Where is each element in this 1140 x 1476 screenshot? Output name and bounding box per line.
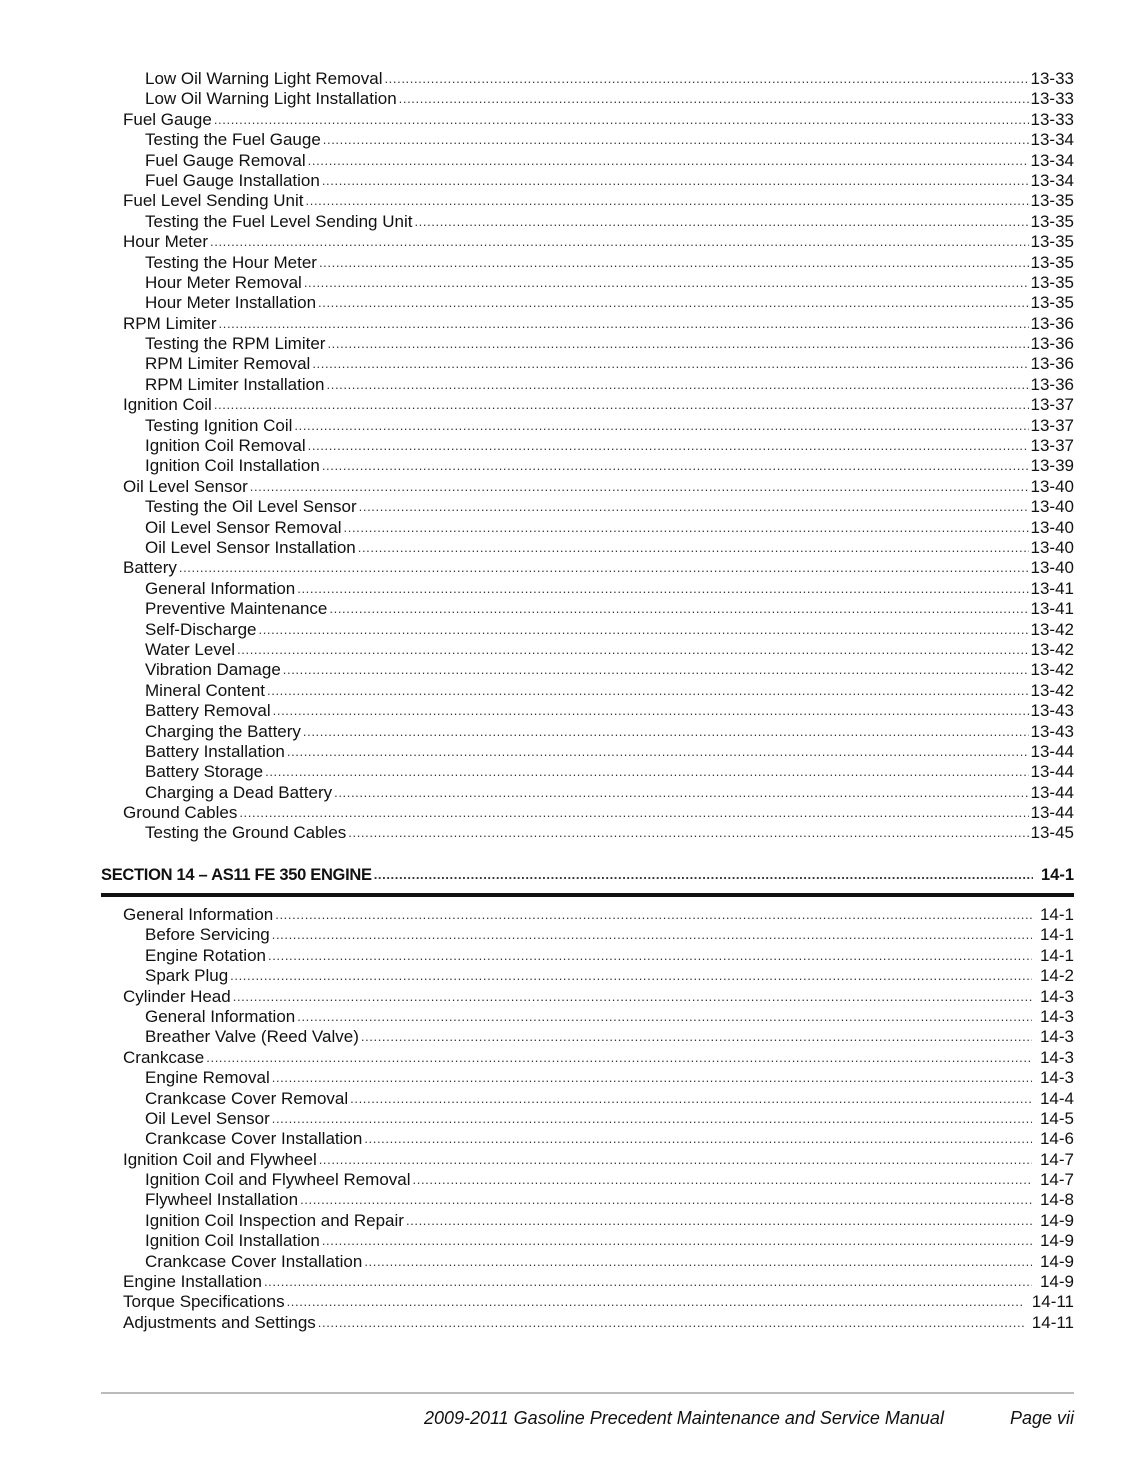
dot-leader <box>306 191 1029 211</box>
toc-entry[interactable] <box>101 599 1074 619</box>
toc-entry-page: 14-9 <box>1039 1272 1074 1292</box>
toc-entry[interactable] <box>101 314 1074 334</box>
toc-entry-label: Fuel Gauge Installation <box>145 170 320 190</box>
toc-entry-label: Mineral Content <box>145 680 266 700</box>
toc-entry[interactable] <box>101 477 1074 497</box>
dot-leader <box>303 722 1029 742</box>
toc-entry-label: Testing the Ground Cables <box>145 823 347 843</box>
toc-entry-page: 13-40 <box>1030 537 1074 557</box>
toc-entry[interactable] <box>101 660 1074 680</box>
dot-leader <box>361 1027 1032 1047</box>
toc-entry-page: 13-33 <box>1030 109 1074 129</box>
toc-entry[interactable] <box>101 171 1074 191</box>
toc-entry-label: Crankcase <box>123 1047 205 1067</box>
toc-entry-page: 14-1 <box>1039 925 1074 945</box>
toc-entry-page: 14-9 <box>1039 1210 1074 1230</box>
dot-leader <box>414 212 1028 232</box>
dot-leader <box>350 1089 1032 1109</box>
toc-entry[interactable] <box>101 946 1074 966</box>
dot-leader <box>214 110 1029 130</box>
toc-entry-page: 13-40 <box>1030 497 1074 517</box>
toc-entry[interactable] <box>101 1292 1074 1312</box>
toc-entry-page: 14-3 <box>1039 986 1074 1006</box>
toc-entry-page: 14-11 <box>1031 1292 1074 1312</box>
toc-entry-label: Self-Discharge <box>145 619 257 639</box>
footer-page-number: Page vii <box>1009 1408 1074 1428</box>
toc-entry-label: Oil Level Sensor <box>145 1108 270 1128</box>
toc-entry-page: 14-1 <box>1039 905 1074 924</box>
toc-entry-label: Battery Installation <box>145 741 285 761</box>
toc-entry[interactable] <box>101 925 1074 945</box>
toc-entry-label: Testing the Oil Level Sensor <box>145 497 357 517</box>
toc-entry[interactable] <box>101 212 1074 232</box>
toc-entry-page: 13-34 <box>1030 170 1074 190</box>
toc-entry[interactable] <box>101 273 1074 293</box>
toc-entry-label: General Information <box>145 578 296 598</box>
toc-entry-label: Ignition Coil <box>123 395 212 415</box>
toc-entry-label: Ignition Coil and Flywheel <box>123 1149 317 1169</box>
toc-entry-label: General Information <box>145 1006 296 1026</box>
dot-leader <box>250 477 1029 497</box>
toc-entry-label: Oil Level Sensor <box>123 476 248 496</box>
dot-leader <box>327 375 1029 395</box>
toc-entry-label: Charging a Dead Battery <box>145 782 333 802</box>
toc-entry-page: 14-7 <box>1039 1170 1074 1190</box>
toc-entry-page: 14-1 <box>1039 945 1074 965</box>
toc-entry-page: 13-37 <box>1030 415 1074 435</box>
section-heading-container <box>101 865 1074 885</box>
toc-entry-label: Crankcase Cover Installation <box>145 1251 363 1271</box>
toc-entry-label: Engine Rotation <box>145 945 266 965</box>
toc-entry[interactable] <box>101 1231 1074 1251</box>
dot-leader <box>318 293 1028 313</box>
dot-leader <box>272 1109 1032 1129</box>
toc-continued-list <box>101 69 1074 844</box>
toc-entry-label: Ignition Coil Installation <box>145 1231 320 1251</box>
toc-entry-page: 13-35 <box>1030 293 1074 313</box>
dot-leader <box>322 456 1029 476</box>
toc-entry-label: Flywheel Installation <box>145 1190 299 1210</box>
toc-entry-label: Engine Installation <box>123 1272 262 1292</box>
dot-leader <box>413 1170 1032 1190</box>
toc-entry-label: Hour Meter <box>123 232 209 252</box>
toc-entry[interactable] <box>101 803 1074 823</box>
toc-entry[interactable] <box>101 354 1074 374</box>
toc-entry-page: 13-35 <box>1030 211 1074 231</box>
dot-leader <box>214 395 1029 415</box>
toc-entry-page: 13-35 <box>1030 191 1074 211</box>
dot-leader <box>399 89 1029 109</box>
toc-entry[interactable] <box>101 1150 1074 1170</box>
toc-entry-page: 14-9 <box>1039 1231 1074 1251</box>
toc-entry[interactable] <box>101 1027 1074 1047</box>
toc-entry-label: Engine Removal <box>145 1068 270 1088</box>
toc-entry-label: Fuel Level Sending Unit <box>123 191 304 211</box>
toc-entry[interactable] <box>101 232 1074 252</box>
dot-leader <box>327 334 1028 354</box>
toc-entry[interactable] <box>101 151 1074 171</box>
toc-entry-page: 13-41 <box>1030 599 1074 619</box>
toc-entry[interactable] <box>101 579 1074 599</box>
dot-leader <box>272 1068 1032 1088</box>
toc-entry[interactable] <box>101 89 1074 109</box>
toc-entry-page: 13-42 <box>1030 680 1074 700</box>
toc-entry[interactable] <box>101 253 1074 273</box>
toc-entry-label: Torque Specifications <box>123 1292 285 1312</box>
dot-leader <box>259 620 1029 640</box>
toc-entry-page: 14-11 <box>1031 1312 1074 1332</box>
toc-entry[interactable] <box>101 497 1074 517</box>
dot-leader <box>359 497 1029 517</box>
section-14-entry[interactable] <box>101 865 1074 885</box>
dot-leader <box>287 1292 1024 1312</box>
toc-entry-page: 13-44 <box>1030 741 1074 761</box>
dot-leader <box>268 946 1032 966</box>
dot-leader <box>275 905 1032 925</box>
toc-entry-label: Preventive Maintenance <box>145 599 328 619</box>
dot-leader <box>304 273 1029 293</box>
toc-entry-label: Oil Level Sensor Removal <box>145 517 342 537</box>
toc-entry[interactable] <box>101 966 1074 986</box>
toc-entry-label: Testing the Fuel Gauge <box>145 130 321 150</box>
dot-leader <box>312 354 1028 374</box>
toc-entry-page: 14-5 <box>1039 1108 1074 1128</box>
toc-entry-label: Oil Level Sensor Installation <box>145 537 356 557</box>
toc-entry-page: 13-40 <box>1030 558 1074 578</box>
toc-entry-label: Testing the RPM Limiter <box>145 334 326 354</box>
dot-leader <box>364 1252 1032 1272</box>
toc-entry-page: 14-9 <box>1039 1251 1074 1271</box>
toc-entry[interactable] <box>101 518 1074 538</box>
section-14-list <box>101 905 1074 1333</box>
toc-entry-label: Cylinder Head <box>123 986 231 1006</box>
toc-entry[interactable] <box>101 1089 1074 1109</box>
toc-entry[interactable] <box>101 1170 1074 1190</box>
toc-entry-label: Breather Valve (Reed Valve) <box>145 1027 359 1047</box>
toc-entry-page: 13-41 <box>1030 578 1074 598</box>
toc-entry-page: 13-37 <box>1030 395 1074 415</box>
toc-entry-page: 14-8 <box>1039 1190 1074 1210</box>
dot-leader <box>265 762 1028 782</box>
toc-entry-label: Adjustments and Settings <box>123 1312 316 1332</box>
toc-entry[interactable] <box>101 1211 1074 1231</box>
toc-entry[interactable] <box>101 334 1074 354</box>
dot-leader <box>219 314 1029 334</box>
dot-leader <box>230 966 1032 986</box>
toc-entry-page: 13-43 <box>1030 721 1074 741</box>
dot-leader <box>272 925 1032 945</box>
dot-leader <box>374 865 1033 885</box>
toc-entry-label: Ignition Coil Installation <box>145 456 320 476</box>
toc-entry[interactable] <box>101 1252 1074 1272</box>
toc-entry-page: 13-37 <box>1030 436 1074 456</box>
toc-entry-label: Ignition Coil and Flywheel Removal <box>145 1170 411 1190</box>
toc-entry[interactable] <box>101 375 1074 395</box>
dot-leader <box>322 1231 1032 1251</box>
dot-leader <box>323 130 1029 150</box>
toc-entry-label: Ground Cables <box>123 803 238 823</box>
toc-entry-page: 13-40 <box>1030 517 1074 537</box>
toc-entry-page: 14-4 <box>1039 1088 1074 1108</box>
dot-leader <box>239 803 1028 823</box>
toc-entry[interactable] <box>101 640 1074 660</box>
toc-entry-page: 13-43 <box>1030 701 1074 721</box>
toc-entry[interactable] <box>101 130 1074 150</box>
toc-entry-page: 13-42 <box>1030 639 1074 659</box>
toc-entry-page: 13-35 <box>1030 252 1074 272</box>
toc-entry-label: Testing the Fuel Level Sending Unit <box>145 211 413 231</box>
toc-entry-page: 14-2 <box>1039 966 1074 986</box>
toc-entry-label: Fuel Gauge Removal <box>145 150 306 170</box>
toc-entry-label: Crankcase Cover Installation <box>145 1129 363 1149</box>
toc-entry-page: 13-44 <box>1030 782 1074 802</box>
toc-entry-label: Charging the Battery <box>145 721 301 741</box>
toc-entry-page: 13-33 <box>1030 89 1074 109</box>
toc-entry-page: 13-39 <box>1030 456 1074 476</box>
toc-entry[interactable] <box>101 293 1074 313</box>
dot-leader <box>179 558 1029 578</box>
dot-leader <box>206 1048 1032 1068</box>
toc-entry-label: RPM Limiter <box>123 313 217 333</box>
dot-leader <box>406 1211 1032 1231</box>
dot-leader <box>334 783 1028 803</box>
toc-entry[interactable] <box>101 1313 1074 1333</box>
toc-entry[interactable] <box>101 110 1074 130</box>
toc-entry-label: RPM Limiter Installation <box>145 374 325 394</box>
toc-entry-label: Testing Ignition Coil <box>145 415 293 435</box>
toc-entry-page: 13-44 <box>1030 803 1074 823</box>
toc-entry[interactable] <box>101 456 1074 476</box>
dot-leader <box>264 1272 1032 1292</box>
toc-entry[interactable] <box>101 191 1074 211</box>
toc-entry-label: Ignition Coil Removal <box>145 436 306 456</box>
toc-entry[interactable] <box>101 823 1074 843</box>
toc-entry-page: 14-3 <box>1039 1006 1074 1026</box>
toc-entry[interactable] <box>101 987 1074 1007</box>
toc-entry-label: Testing the Hour Meter <box>145 252 317 272</box>
dot-leader <box>364 1129 1032 1149</box>
toc-entry[interactable] <box>101 742 1074 762</box>
toc-entry-page: 14-3 <box>1039 1068 1074 1088</box>
dot-leader <box>297 579 1028 599</box>
toc-entry-page: 13-35 <box>1030 232 1074 252</box>
dot-leader <box>348 823 1028 843</box>
toc-entry[interactable] <box>101 69 1074 89</box>
dot-leader <box>237 640 1028 660</box>
section-page-number: 14-1 <box>1040 866 1074 884</box>
toc-entry-page: 13-42 <box>1030 660 1074 680</box>
toc-entry[interactable] <box>101 538 1074 558</box>
toc-entry-label: Water Level <box>145 639 236 659</box>
toc-entry-page: 13-36 <box>1030 374 1074 394</box>
dot-leader <box>297 1007 1032 1027</box>
dot-leader <box>287 742 1029 762</box>
toc-entry[interactable] <box>101 722 1074 742</box>
toc-entry-page: 13-34 <box>1030 150 1074 170</box>
toc-entry-page: 13-36 <box>1030 334 1074 354</box>
dot-leader <box>308 151 1029 171</box>
dot-leader <box>294 416 1028 436</box>
toc-entry[interactable] <box>101 1068 1074 1088</box>
toc-entry[interactable] <box>101 436 1074 456</box>
dot-leader <box>210 232 1028 252</box>
toc-entry[interactable] <box>101 1129 1074 1149</box>
dot-leader <box>329 599 1028 619</box>
toc-entry-page: 13-42 <box>1030 619 1074 639</box>
toc-entry-label: Ignition Coil Inspection and Repair <box>145 1210 404 1230</box>
toc-entry-label: Battery Storage <box>145 762 264 782</box>
toc-entry[interactable] <box>101 395 1074 415</box>
dot-leader <box>322 171 1029 191</box>
dot-leader <box>267 681 1029 701</box>
toc-entry-page: 13-36 <box>1030 354 1074 374</box>
toc-entry-label: Battery <box>123 558 177 578</box>
toc-entry-label: Hour Meter Removal <box>145 272 302 292</box>
toc-entry[interactable] <box>101 681 1074 701</box>
toc-entry[interactable] <box>101 1109 1074 1129</box>
dot-leader <box>318 1313 1024 1333</box>
toc-entry-label: Battery Removal <box>145 701 271 721</box>
toc-entry-label: Low Oil Warning Light Removal <box>145 69 383 88</box>
toc-entry[interactable] <box>101 416 1074 436</box>
toc-entry-page: 13-33 <box>1030 69 1074 88</box>
section-title: SECTION 14 – AS11 FE 350 ENGINE <box>101 866 372 884</box>
toc-entry[interactable] <box>101 762 1074 782</box>
toc-entry[interactable] <box>101 1007 1074 1027</box>
toc-entry[interactable] <box>101 620 1074 640</box>
dot-leader <box>358 538 1029 558</box>
toc-entry[interactable] <box>101 783 1074 803</box>
dot-leader <box>308 436 1029 456</box>
footer-manual-title: 2009-2011 Gasoline Precedent Maintenance and Service Manual <box>423 1408 944 1428</box>
toc-entry-page: 14-6 <box>1039 1129 1074 1149</box>
toc-entry-label: Low Oil Warning Light Installation <box>145 89 397 109</box>
toc-entry-label: Fuel Gauge <box>123 109 212 129</box>
footer-divider <box>101 1392 1074 1394</box>
toc-entry-page: 14-7 <box>1039 1149 1074 1169</box>
toc-entry-page: 13-40 <box>1030 476 1074 496</box>
toc-entry[interactable] <box>101 1190 1074 1210</box>
toc-entry-page: 13-36 <box>1030 313 1074 333</box>
toc-entry-label: RPM Limiter Removal <box>145 354 311 374</box>
toc-entry-page: 13-44 <box>1030 762 1074 782</box>
dot-leader <box>233 987 1032 1007</box>
toc-entry-label: General Information <box>123 905 274 924</box>
toc-entry-page: 14-3 <box>1039 1027 1074 1047</box>
dot-leader <box>283 660 1029 680</box>
toc-entry-label: Hour Meter Installation <box>145 293 317 313</box>
toc-entry[interactable] <box>101 1048 1074 1068</box>
dot-leader <box>273 701 1029 721</box>
toc-entry-label: Crankcase Cover Removal <box>145 1088 349 1108</box>
toc-entry-page: 13-45 <box>1030 823 1074 843</box>
dot-leader <box>344 518 1029 538</box>
toc-entry[interactable] <box>101 558 1074 578</box>
toc-entry[interactable] <box>101 701 1074 721</box>
toc-entry-label: Spark Plug <box>145 966 229 986</box>
toc-entry[interactable] <box>101 1272 1074 1292</box>
section-divider <box>101 893 1074 897</box>
dot-leader <box>319 253 1029 273</box>
toc-entry-page: 14-3 <box>1039 1047 1074 1067</box>
toc-entry-page: 13-35 <box>1030 272 1074 292</box>
toc-entry[interactable] <box>101 905 1074 925</box>
footer <box>424 1408 1074 1429</box>
toc-entry-label: Before Servicing <box>145 925 270 945</box>
dot-leader <box>300 1190 1032 1210</box>
dot-leader <box>319 1150 1032 1170</box>
dot-leader <box>384 69 1028 89</box>
toc-entry-label: Vibration Damage <box>145 660 281 680</box>
toc-entry-page: 13-34 <box>1030 130 1074 150</box>
